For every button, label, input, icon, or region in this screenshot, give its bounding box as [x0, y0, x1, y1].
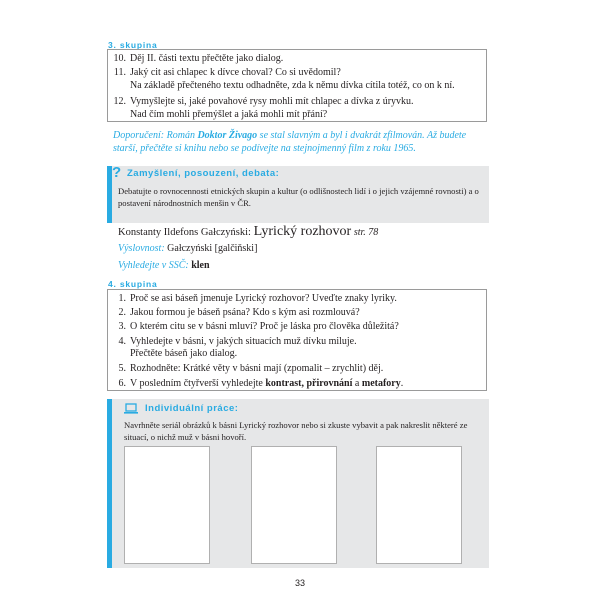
laptop-icon [124, 403, 138, 414]
recommendation: Doporučení: Román Doktor Živago se stal slavným a byl i dvakrát zfilmován. Až budete starší, přečtěte si knihu nebo se podívejte na stejnojmenný film z roku 1965. [113, 130, 467, 154]
book-title: Doktor Živago [197, 130, 258, 141]
group-4-box: 1. Proč se asi báseň jmenuje Lyrický rozhovor? Uveďte znaky lyriky. 2. Jakou formou je báseň psána? Kdo s kým asi rozmlouvá? 3. O kterém citu se v básni mluví? Proč je láska pro člověka důležitá? 4. Vyhledejte v básni, v jakých situacích muž dívku miluje. Přečtěte báseň jako dialog. 5. Rozhodněte: Krátké věty v básni mají (zpomalit – zrychlit) děj. 6. V posledním čtyřverší vyhledejte kontrast, přirovnání a metafory. [107, 289, 487, 391]
pronunciation: Výslovnost: Gałczyński [galčiňski] [118, 243, 258, 254]
group-4-label: 4. skupina [108, 279, 158, 289]
drawing-frame [251, 446, 337, 564]
poem-heading [118, 224, 378, 240]
page-number: 33 [294, 578, 305, 588]
group-3-label: 3. skupina [108, 40, 158, 50]
individual-work-title: Individuální práce: [145, 403, 239, 414]
question-icon: ? [112, 164, 122, 181]
dictionary-lookup: Vyhledejte v SSČ: klen [118, 260, 210, 271]
reflection-text: Debatujte o rovnocennosti etnických skupin a kultur (o odlišnostech lidí i o jejich vzájemné rovnosti) a o postavení národnostních menšin v ČR. [118, 186, 479, 208]
individual-work-text: Navrhněte seriál obrázků k básni Lyrický rozhovor nebo si zkuste vybavit a pak nakreslit některé ze situací, o nichž muž v básni hovoří. [124, 420, 468, 442]
poem-author: Konstanty Ildefons Gałczyński: [118, 227, 251, 238]
reflection-title: Zamyšlení, posouzení, debata: [127, 168, 280, 179]
poem-title: Lyrický rozhovor [253, 224, 352, 239]
page-ref: str. 78 [353, 227, 379, 238]
drawing-frame [124, 446, 210, 564]
group-3-box: 10. Děj II. části textu přečtěte jako dialog. 11. Jaký cit asi chlapec k dívce choval? Co si uvědomil? Na základě přečteného textu odhadněte, zda k němu dívka cítila totéž, co on k ní. 12. Vymyšlejte si, jaké povahové rysy mohli mít chlapec a dívka z úryvku. Nad čím mohli přemýšlet a jaká mohli mít přání? [107, 49, 487, 122]
drawing-frame [376, 446, 462, 564]
